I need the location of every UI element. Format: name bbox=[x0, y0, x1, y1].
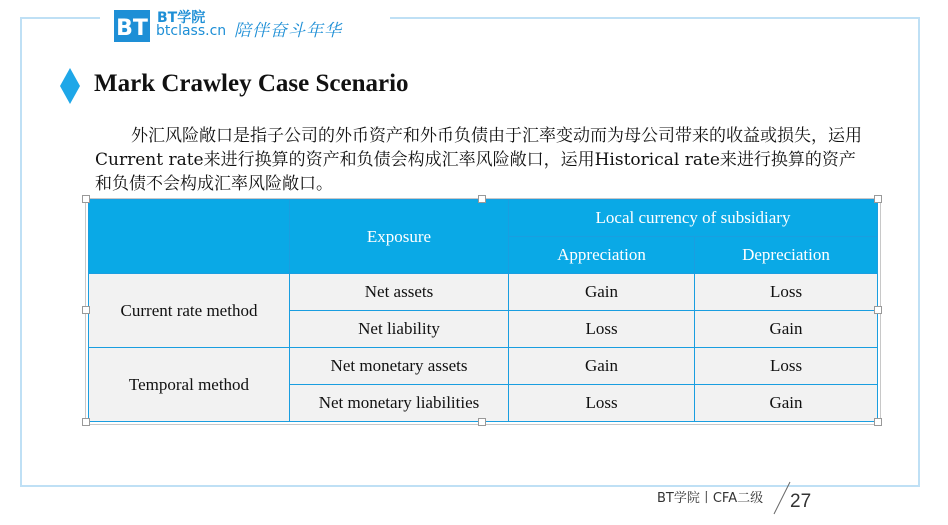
exposure-cell: Net monetary liabilities bbox=[290, 385, 509, 422]
table-row bbox=[89, 274, 878, 311]
exposure-table bbox=[88, 199, 878, 422]
appreciation-cell: Loss bbox=[509, 385, 695, 422]
resize-handle[interactable] bbox=[874, 195, 882, 203]
exposure-cell: Net liability bbox=[290, 311, 509, 348]
depreciation-cell: Gain bbox=[695, 311, 878, 348]
slide-title: Mark Crawley Case Scenario bbox=[94, 70, 409, 97]
header-appreciation: Appreciation bbox=[509, 237, 695, 274]
resize-handle[interactable] bbox=[478, 195, 486, 203]
header-depreciation: Depreciation bbox=[695, 237, 878, 274]
method-cell: Temporal method bbox=[89, 348, 290, 422]
body-paragraph bbox=[95, 124, 865, 196]
resize-handle[interactable] bbox=[478, 418, 486, 426]
resize-handle[interactable] bbox=[874, 418, 882, 426]
logo-url: btclass.cn bbox=[156, 23, 227, 39]
logo-name: BT学院 bbox=[157, 10, 206, 26]
depreciation-cell: Loss bbox=[695, 274, 878, 311]
slogan: 陪伴奋斗年华 bbox=[234, 21, 342, 41]
page-number: 27 bbox=[790, 491, 812, 512]
body-paragraph-text: 外汇风险敞口是指子公司的外币资产和外币负债由于汇率变动而为母公司带来的收益或损失，运用Current rate来进行换算的资产和负债会构成汇率风险敞口，运用Historical rate来进行换算的资产和负债不会构成汇率风险敞口。 bbox=[95, 126, 862, 194]
depreciation-cell: Loss bbox=[695, 348, 878, 385]
resize-handle[interactable] bbox=[82, 195, 90, 203]
depreciation-cell: Gain bbox=[695, 385, 878, 422]
exposure-cell: Net assets bbox=[290, 274, 509, 311]
header-exposure: Exposure bbox=[290, 200, 509, 274]
method-cell: Current rate method bbox=[89, 274, 290, 348]
appreciation-cell: Loss bbox=[509, 311, 695, 348]
appreciation-cell: Gain bbox=[509, 274, 695, 311]
diamond-bullet-icon bbox=[60, 68, 80, 104]
bt-logo-icon bbox=[114, 10, 150, 42]
resize-handle[interactable] bbox=[874, 306, 882, 314]
footer-label: BT学院丨CFA二级 bbox=[657, 491, 764, 506]
resize-handle[interactable] bbox=[82, 306, 90, 314]
header-blank bbox=[89, 200, 290, 274]
resize-handle[interactable] bbox=[82, 418, 90, 426]
logo-mark-text: BT bbox=[116, 16, 148, 41]
appreciation-cell: Gain bbox=[509, 348, 695, 385]
header-local-currency: Local currency of subsidiary bbox=[509, 200, 878, 237]
exposure-cell: Net monetary assets bbox=[290, 348, 509, 385]
table-row bbox=[89, 348, 878, 385]
